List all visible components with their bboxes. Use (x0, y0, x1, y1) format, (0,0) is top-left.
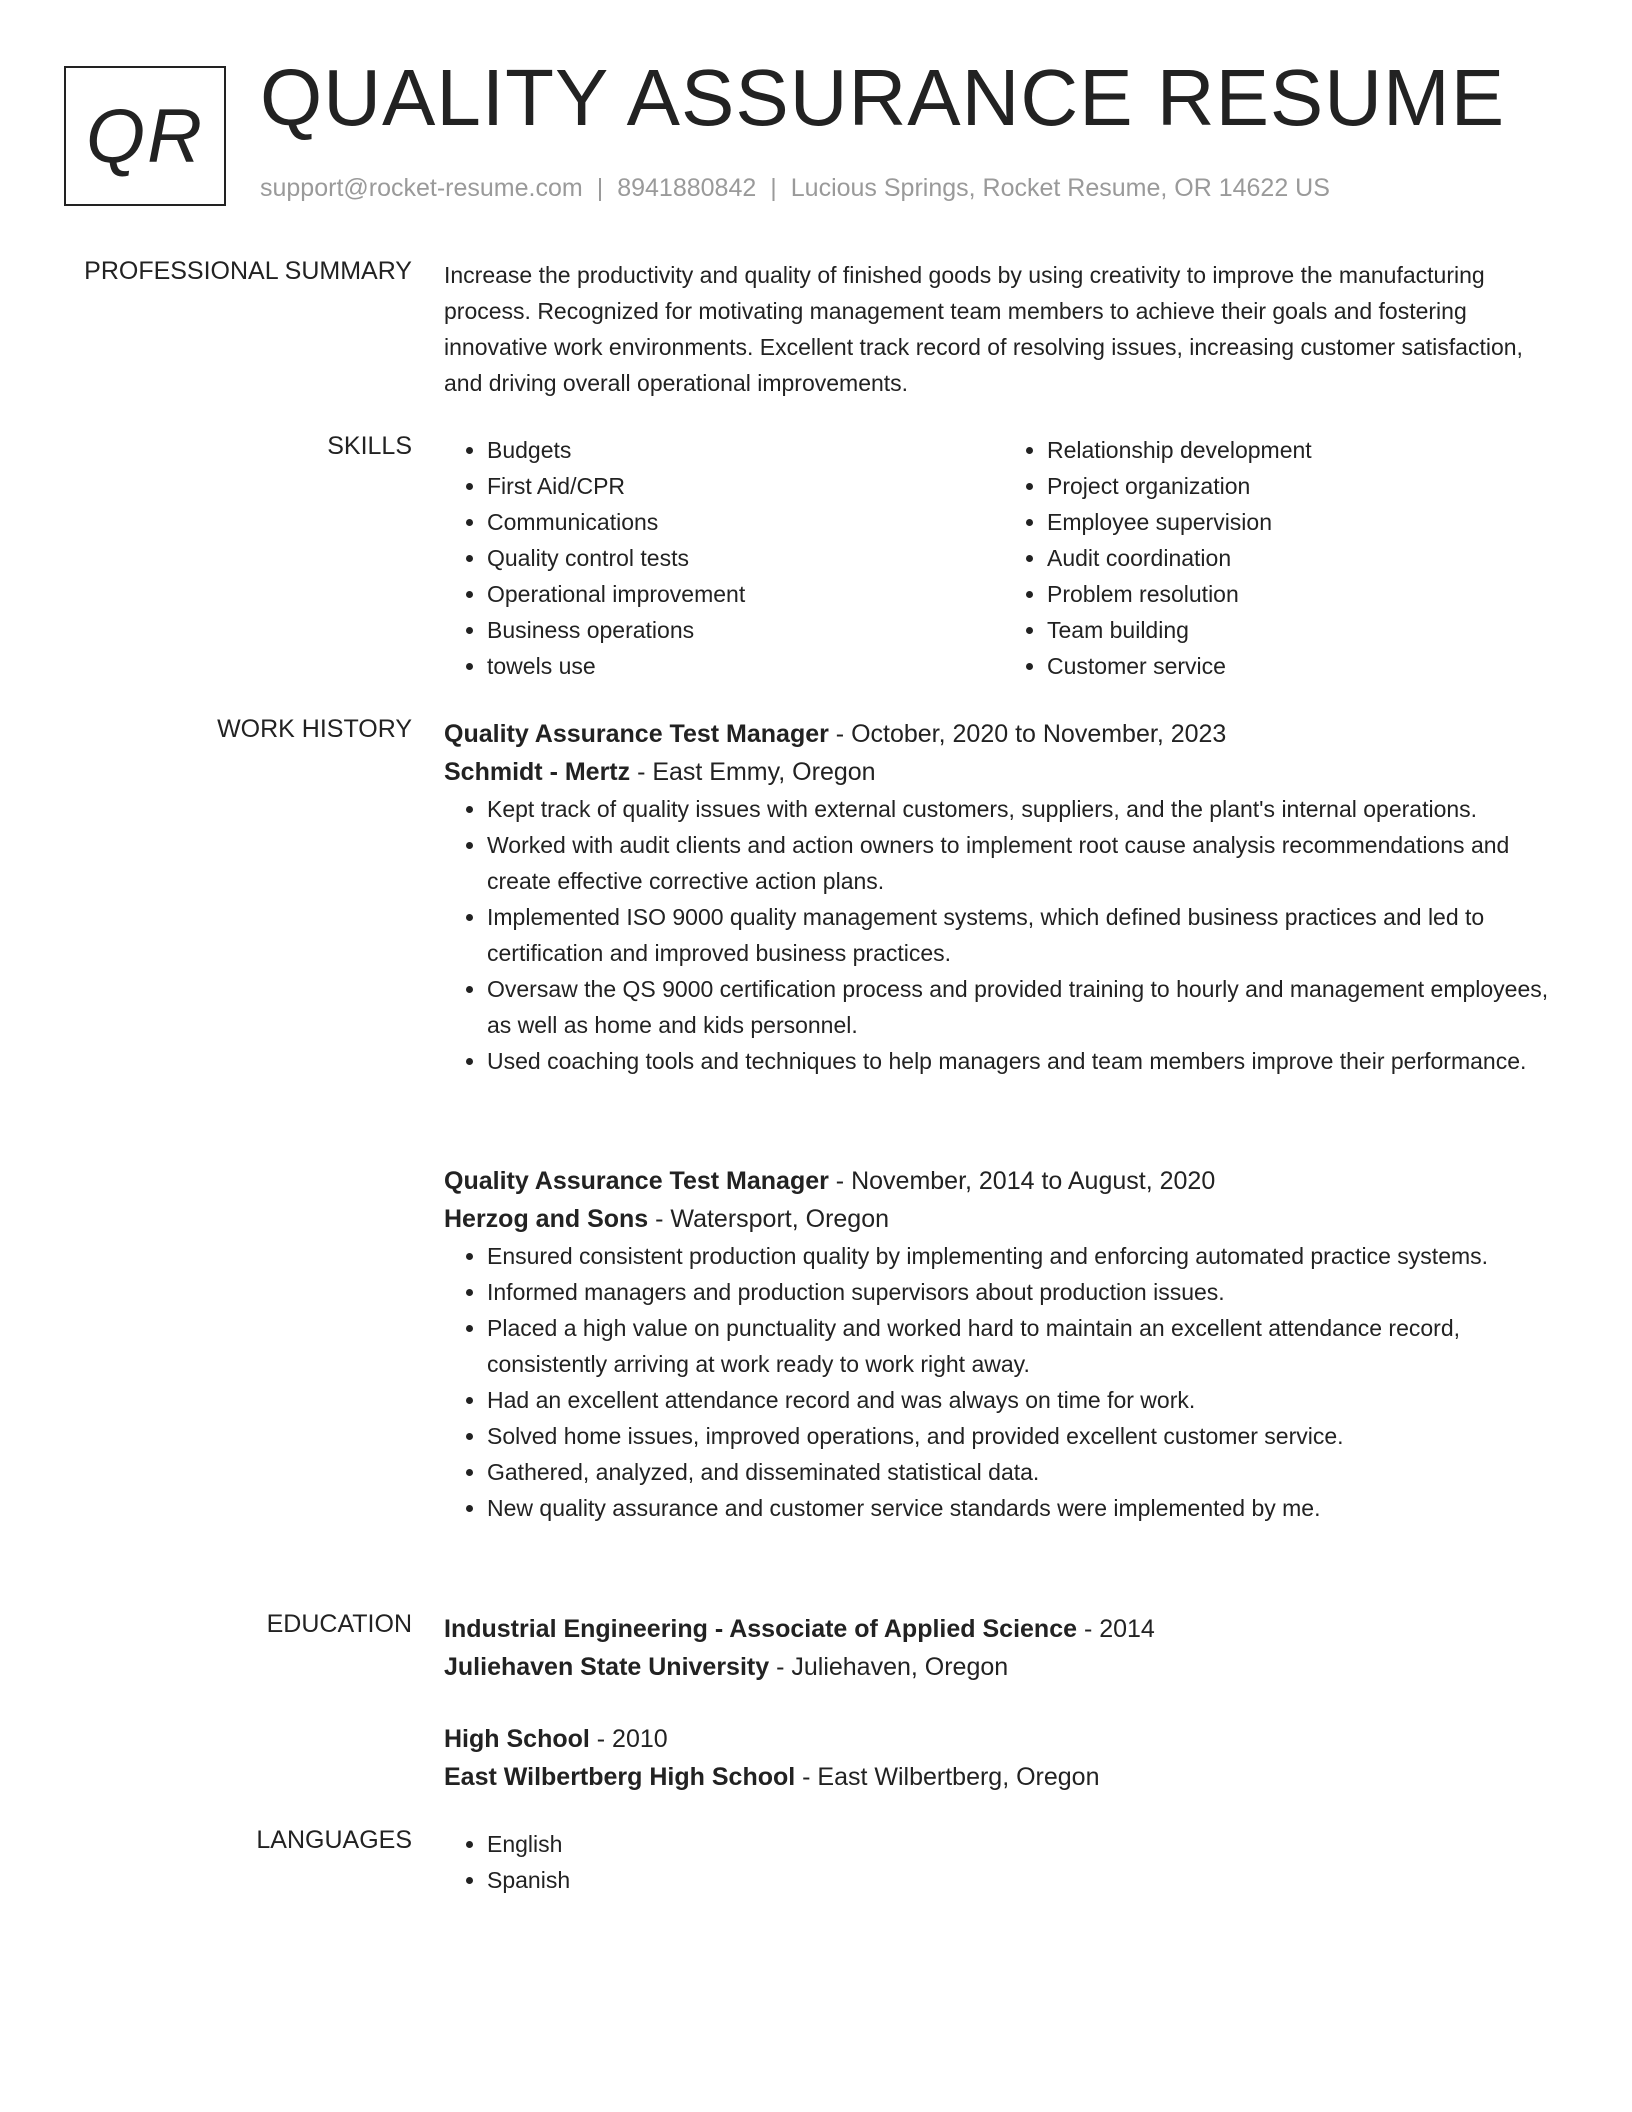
separator: | (596, 174, 604, 202)
job-company: Schmidt - Mertz (444, 758, 631, 786)
job-bullet: • Oversaw the QS 9000 certification process and provided training to hourly and management employees, as well as home and kids personnel. (487, 971, 1564, 1043)
job-bullet: • Solved home issues, improved operations, and provided excellent customer service. (487, 1418, 1564, 1454)
skill-item: • Audit coordination (1047, 540, 1564, 576)
skill-item: • Employee supervision (1047, 504, 1564, 540)
school: Juliehaven State University (444, 1653, 770, 1681)
degree-line (444, 1720, 1564, 1758)
section-body (444, 1720, 1564, 1796)
education-entry (444, 1610, 1564, 1686)
section-body (444, 257, 1564, 401)
skill-item: • Communications (487, 504, 1004, 540)
school-location: - East Wilbertberg, Oregon (795, 1763, 1100, 1791)
job-bullets (444, 791, 1564, 1079)
job-bullet: • Had an excellent attendance record and was always on time for work. (487, 1382, 1564, 1418)
degree: Industrial Engineering - Associate of Applied Science (444, 1615, 1077, 1643)
job-bullet: • Implemented ISO 9000 quality management systems, which defined business practices and led to certification and improved business practices. (487, 899, 1564, 971)
job-dates: - November, 2014 to August, 2020 (828, 1167, 1216, 1195)
resume-title: QUALITY ASSURANCE RESUME (260, 53, 1506, 142)
section-label: PROFESSIONAL SUMMARY (84, 257, 412, 285)
job-org-line (444, 1200, 1564, 1238)
job-bullet: • Used coaching tools and techniques to help managers and team members improve their performance. (487, 1043, 1564, 1079)
grad-year: - 2014 (1077, 1615, 1155, 1643)
skill-item: • Customer service (1047, 648, 1564, 684)
section-body (444, 1610, 1564, 1686)
skill-item: • Project organization (1047, 468, 1564, 504)
skills-columns (444, 432, 1564, 684)
job-title: Quality Assurance Test Manager (444, 1167, 829, 1195)
skill-item: • First Aid/CPR (487, 468, 1004, 504)
job-location: - Watersport, Oregon (648, 1205, 890, 1233)
phone[interactable]: 8941880842 (617, 174, 757, 202)
grad-year: - 2010 (589, 1725, 668, 1753)
section-label: SKILLS (327, 432, 412, 460)
job-company: Herzog and Sons (444, 1205, 649, 1233)
skill-item: • Problem resolution (1047, 576, 1564, 612)
languages-list (444, 1826, 1564, 1898)
job-bullets (444, 1238, 1564, 1526)
job-bullet: • Informed managers and production supervisors about production issues. (487, 1274, 1564, 1310)
section-body (444, 1826, 1564, 1898)
job-title: Quality Assurance Test Manager (444, 720, 829, 748)
job-bullet: • Placed a high value on punctuality and worked hard to maintain an excellent attendance record, consistently arriving at work ready to work right away. (487, 1310, 1564, 1382)
section-body (444, 1162, 1564, 1526)
skill-item: • Business operations (487, 612, 1004, 648)
skill-item: • Budgets (487, 432, 1004, 468)
separator: | (770, 174, 777, 202)
skills-list-left (444, 432, 1004, 684)
job-entry (444, 715, 1564, 1079)
summary-text: Increase the productivity and quality of finished goods by using creativity to improve the manufacturing process. Recognized for motivating management team members to achieve their goals and fostering innovative work environments. Excellent track record of resolving issues, increasing customer satisfaction, and driving overall operational improvements. (444, 262, 1523, 396)
skill-item: • Relationship development (1047, 432, 1564, 468)
school: East Wilbertberg High School (444, 1763, 796, 1791)
job-bullet: • Worked with audit clients and action owners to implement root cause analysis recommendations and create effective corrective action plans. (487, 827, 1564, 899)
section-label: WORK HISTORY (217, 715, 412, 743)
job-bullet: • Kept track of quality issues with external customers, suppliers, and the plant's internal operations. (487, 791, 1564, 827)
school-line (444, 1758, 1564, 1796)
skill-item: • Operational improvement (487, 576, 1004, 612)
job-org-line (444, 753, 1564, 791)
degree: High School (444, 1725, 590, 1753)
section-body (444, 715, 1564, 1079)
skills-list-right (1004, 432, 1564, 684)
job-bullet: • Ensured consistent production quality by implementing and enforcing automated practice systems. (487, 1238, 1564, 1274)
school-location: - Juliehaven, Oregon (769, 1653, 1009, 1681)
job-bullet: • Gathered, analyzed, and disseminated statistical data. (487, 1454, 1564, 1490)
education-entry (444, 1720, 1564, 1796)
skill-item: • Quality control tests (487, 540, 1004, 576)
language-item: • English (487, 1826, 1564, 1862)
degree-line (444, 1610, 1564, 1648)
section-body (444, 432, 1564, 684)
job-bullet: • New quality assurance and customer service standards were implemented by me. (487, 1490, 1564, 1526)
monogram: QR (64, 66, 226, 206)
job-location: - East Emmy, Oregon (630, 758, 876, 786)
job-title-line (444, 715, 1564, 753)
email[interactable]: support@rocket-resume.com (260, 174, 583, 202)
section-label: LANGUAGES (256, 1826, 412, 1854)
job-dates: - October, 2020 to November, 2023 (828, 720, 1227, 748)
job-entry (444, 1162, 1564, 1526)
language-item: • Spanish (487, 1862, 1564, 1898)
address: Lucious Springs, Rocket Resume, OR 14622 US (790, 174, 1330, 202)
job-title-line (444, 1162, 1564, 1200)
section-label: EDUCATION (266, 1610, 412, 1638)
contact-line (260, 174, 1330, 203)
skill-item: • Team building (1047, 612, 1564, 648)
school-line (444, 1648, 1564, 1686)
skill-item: • towels use (487, 648, 1004, 684)
